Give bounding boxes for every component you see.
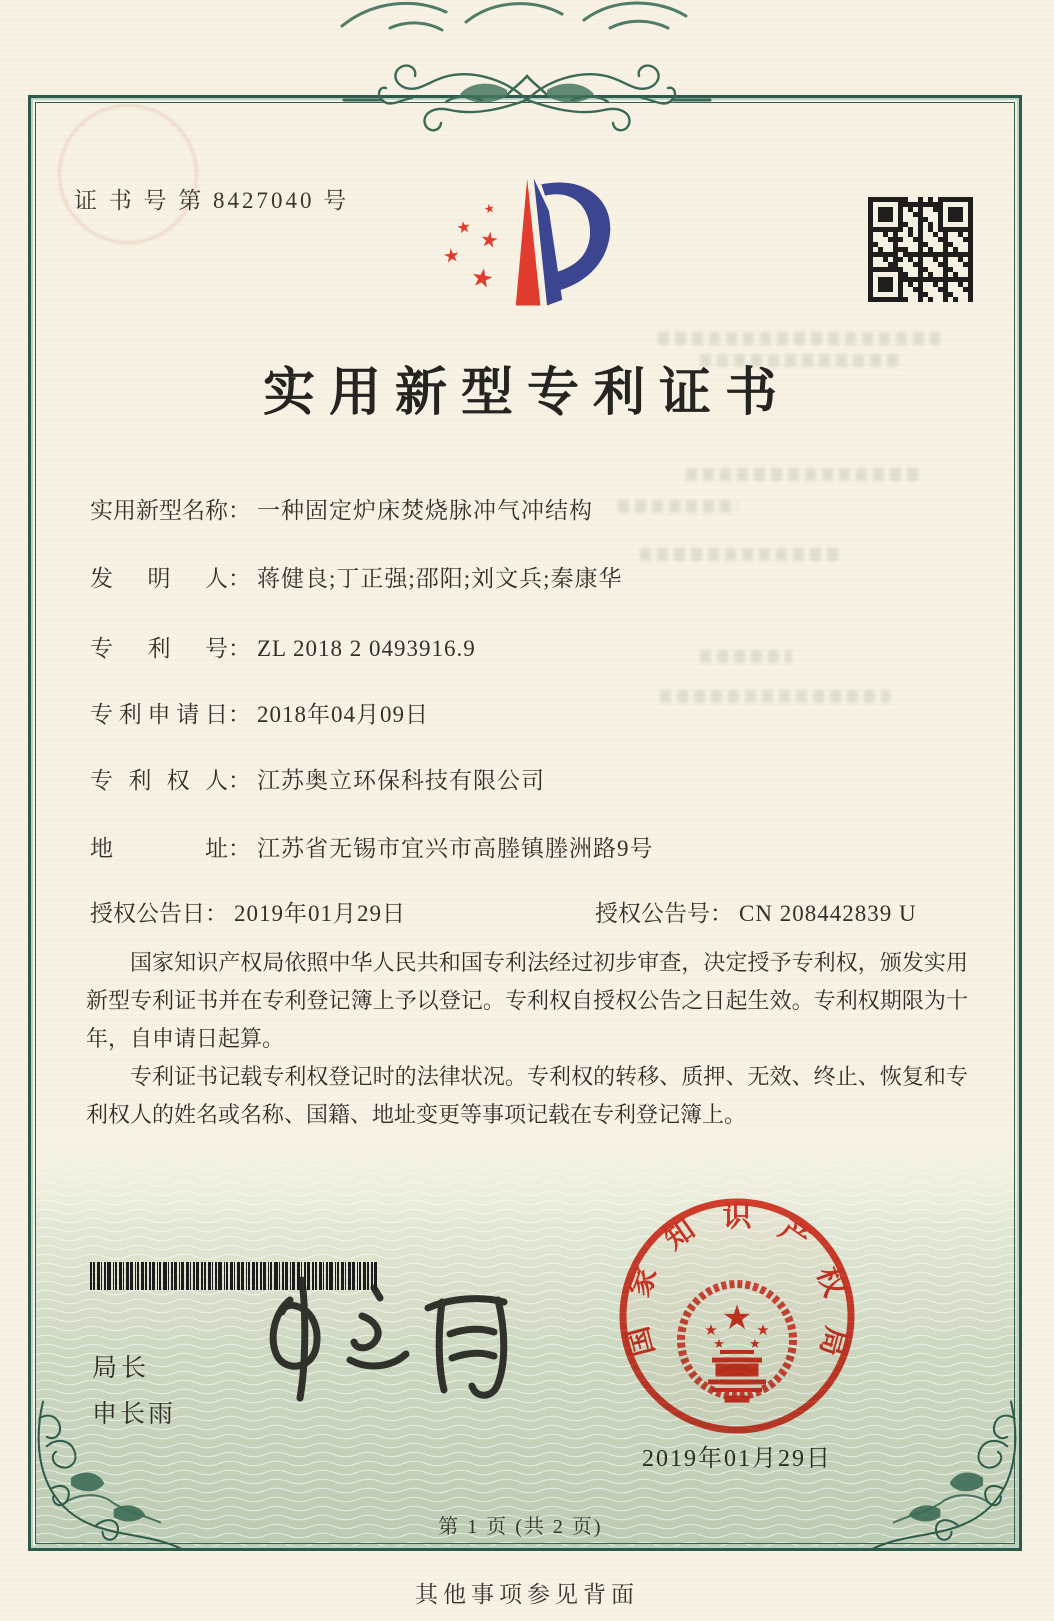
grant-date-label: 授权公告日 xyxy=(90,901,205,926)
svg-text:局: 局 xyxy=(813,1323,852,1360)
legal-text xyxy=(86,944,968,1134)
seal-date: 2019年01月29日 xyxy=(642,1446,832,1472)
field-colon: ： xyxy=(228,702,251,727)
field-colon: ： xyxy=(228,566,251,591)
field-label: 实用新型名称 xyxy=(90,498,228,523)
field-value: 江苏奥立环保科技有限公司 xyxy=(257,768,545,793)
svg-text:国: 国 xyxy=(622,1323,661,1360)
commissioner-signature xyxy=(250,1270,520,1408)
bleed-through-artifact xyxy=(658,332,940,345)
svg-text:★: ★ xyxy=(749,1337,761,1352)
field-grant-row xyxy=(90,895,980,928)
field-value: 2018年04月09日 xyxy=(257,702,429,727)
grant-date-value: 2019年01月29日 xyxy=(234,901,406,926)
svg-text:★: ★ xyxy=(482,200,497,217)
field-label: 地址 xyxy=(90,836,228,861)
field-label: 专利号 xyxy=(90,636,228,661)
field-label: 发明人 xyxy=(90,566,228,591)
svg-text:权: 权 xyxy=(810,1262,851,1302)
svg-text:家: 家 xyxy=(623,1262,664,1302)
svg-text:★: ★ xyxy=(468,261,497,296)
grant-number-group xyxy=(595,895,917,928)
svg-text:★: ★ xyxy=(713,1337,725,1352)
field-label: 专利权人 xyxy=(90,768,228,793)
field-value: 江苏省无锡市宜兴市高塍镇塍洲路9号 xyxy=(257,836,654,861)
field-label: 专利申请日 xyxy=(90,702,228,727)
certificate-title: 实用新型专利证书 xyxy=(262,365,792,422)
svg-text:产: 产 xyxy=(773,1213,816,1257)
page-number: 第 1 页 (共 2 页) xyxy=(438,1516,603,1538)
legal-paragraph-2: 专利证书记载专利权登记时的法律状况。专利权的转移、质押、无效、终止、恢复和专利权人的姓名或名称、国籍、地址变更等事项记载在专利登记簿上。 xyxy=(86,1064,968,1127)
top-edge-ornament-fragment xyxy=(330,0,730,36)
field-patent-number xyxy=(90,630,980,663)
commissioner-name: 申长雨 xyxy=(92,1401,177,1428)
field-colon: ： xyxy=(228,768,251,793)
top-dragon-ornament xyxy=(342,56,712,140)
field-patentee xyxy=(90,762,980,795)
field-value: 一种固定炉床焚烧脉冲气冲结构 xyxy=(257,498,593,523)
field-value: 蒋健良;丁正强;邵阳;刘文兵;秦康华 xyxy=(257,566,623,591)
field-inventors xyxy=(90,560,980,593)
svg-text:★: ★ xyxy=(478,226,501,254)
svg-text:★: ★ xyxy=(454,216,473,238)
field-address xyxy=(90,830,980,863)
cnipa-official-seal xyxy=(612,1188,862,1448)
svg-text:★: ★ xyxy=(704,1321,718,1339)
corner-flourish-bottom-right xyxy=(866,1396,1024,1554)
field-colon: ： xyxy=(228,836,251,861)
field-colon: ： xyxy=(228,498,251,523)
cnipa-logo xyxy=(435,173,625,315)
field-utility-model-name xyxy=(90,492,980,525)
legal-paragraph-1: 国家知识产权局依照中华人民共和国专利法经过初步审查，决定授予专利权，颁发实用新型专利证书并在专利登记簿上予以登记。专利权自授权公告之日起生效。专利权期限为十年，自申请日起算。 xyxy=(86,950,968,1051)
commissioner-title: 局长 xyxy=(92,1355,151,1382)
back-side-note: 其他事项参见背面 xyxy=(415,1582,639,1607)
field-colon: ： xyxy=(205,901,228,926)
grant-no-value: CN 208442839 U xyxy=(739,901,917,926)
svg-text:★: ★ xyxy=(756,1321,770,1339)
ghost-seal-ring xyxy=(58,104,198,244)
svg-text:知: 知 xyxy=(658,1213,701,1257)
field-filing-date xyxy=(90,696,980,729)
svg-text:★: ★ xyxy=(721,1298,753,1338)
svg-text:识: 识 xyxy=(722,1201,752,1233)
field-value: ZL 2018 2 0493916.9 xyxy=(257,636,476,661)
field-colon: ： xyxy=(710,901,733,926)
svg-text:★: ★ xyxy=(441,243,462,269)
grant-no-label: 授权公告号 xyxy=(595,901,710,926)
qr-code xyxy=(868,197,973,302)
logo-stars xyxy=(442,201,501,296)
certificate-number: 证 书 号 第 8427040 号 xyxy=(74,188,350,213)
field-colon: ： xyxy=(228,636,251,661)
bleed-through-artifact xyxy=(686,468,918,481)
